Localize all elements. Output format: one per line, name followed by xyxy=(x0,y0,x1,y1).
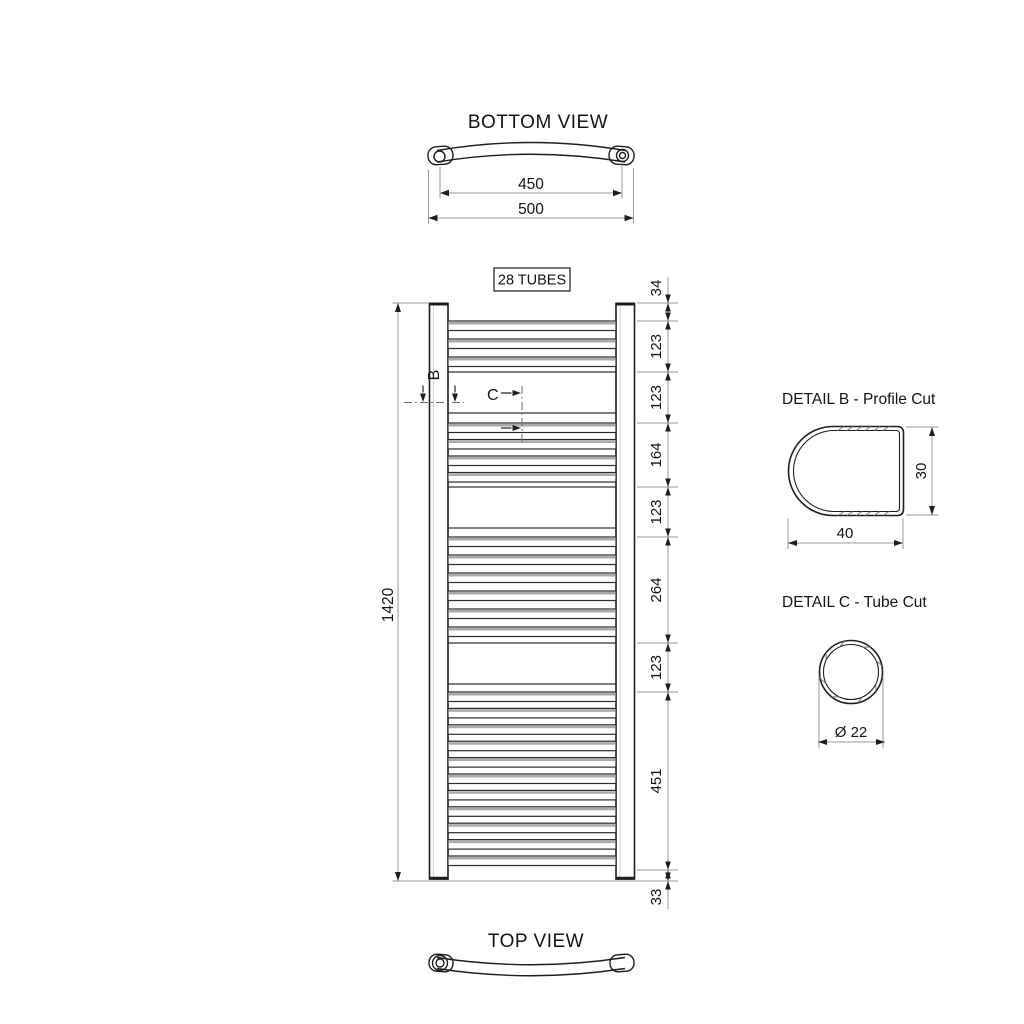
chain-arrow-up-icon xyxy=(665,372,671,381)
detail-b-title: DETAIL B - Profile Cut xyxy=(782,391,936,408)
tubes-count-box xyxy=(494,268,570,291)
chain-arrow-down-icon xyxy=(665,635,671,644)
dim-40-value: 40 xyxy=(836,525,854,542)
bar-right-cap xyxy=(608,146,634,166)
detail-b xyxy=(782,391,939,549)
left-rail xyxy=(430,304,449,880)
section-b-label: B xyxy=(426,369,443,381)
dim-30 xyxy=(906,427,939,515)
chain-arrow-up-icon xyxy=(665,643,671,652)
detail-c xyxy=(782,594,927,749)
bar-bottom-edge xyxy=(437,969,625,976)
bar-top-edge xyxy=(437,958,625,965)
section-c-arrow-icon xyxy=(513,390,522,396)
dim-264-value: 264 xyxy=(648,577,665,603)
dim-450-value: 450 xyxy=(518,176,544,193)
bar-bottom-edge xyxy=(437,154,625,162)
section-c-label: C xyxy=(487,387,499,404)
chain-arrow-down-icon xyxy=(665,364,671,373)
chain-arrow-up-icon xyxy=(665,423,671,432)
chain-arrow-down-icon xyxy=(665,415,671,424)
section-b-arrow2-icon xyxy=(452,394,458,403)
dim-123b-value: 123 xyxy=(648,384,665,411)
detail-c-hatch xyxy=(820,641,882,703)
right-rail xyxy=(616,304,635,880)
dim-diameter-value: Ø 22 xyxy=(834,724,868,741)
chain-arrow-down-icon xyxy=(665,684,671,693)
gap-rect xyxy=(448,487,616,528)
gap-rect xyxy=(448,372,616,413)
detail-c-title: DETAIL C - Tube Cut xyxy=(782,594,927,611)
bottom-view-title: BOTTOM VIEW xyxy=(467,112,609,133)
chain-arrow-top-icon xyxy=(665,295,671,304)
chain-arrow-bottom-icon xyxy=(665,881,671,890)
dim-30-value: 30 xyxy=(913,462,930,480)
bar-top-edge xyxy=(437,143,625,151)
detail-c-tube-circle xyxy=(820,641,883,704)
dim-1420-value: 1420 xyxy=(380,587,397,623)
bottom-view-bar xyxy=(427,143,634,166)
dim-123c-value: 123 xyxy=(648,499,665,525)
right-dim-chain-labels xyxy=(648,280,665,906)
detail-b-profile-shape xyxy=(789,427,904,516)
chain-arrow-up-icon xyxy=(665,537,671,546)
bar-left-cap-hole-inner-icon xyxy=(436,959,444,967)
top-view-title: TOP VIEW xyxy=(487,931,585,952)
top-view-bar xyxy=(428,954,634,976)
bottom-view xyxy=(427,112,634,224)
top-view xyxy=(428,931,634,976)
detail-b-hatch xyxy=(838,427,889,516)
dim-450 xyxy=(440,165,622,199)
bar-right-cap-hole-inner-icon xyxy=(620,153,626,159)
chain-arrow-down-icon xyxy=(665,313,671,322)
dim-164-value: 164 xyxy=(648,442,665,468)
tubes-layer xyxy=(448,321,616,866)
dim-34-value: 34 xyxy=(648,279,665,297)
bar-right-cap-hole-icon xyxy=(617,150,629,162)
dim-33-value: 33 xyxy=(648,888,665,906)
dim-40 xyxy=(788,519,903,550)
dim-500-value: 500 xyxy=(518,201,544,218)
dim-123a-value: 123 xyxy=(648,333,665,360)
section-c-annotation xyxy=(487,386,522,442)
gap-rect xyxy=(448,643,616,684)
gap-rects xyxy=(448,372,616,684)
chain-arrow-up-icon xyxy=(665,321,671,330)
chain-arrow-down-icon xyxy=(665,479,671,488)
dim-451-value: 451 xyxy=(648,768,665,794)
chain-arrow-up-icon xyxy=(665,692,671,701)
chain-arrow-down-icon xyxy=(665,529,671,538)
dim-123d-value: 123 xyxy=(648,654,665,681)
chain-arrow-up-icon xyxy=(665,487,671,496)
front-view xyxy=(380,277,678,909)
chain-arrow-up-icon xyxy=(665,303,671,312)
tubes-count-label: 28 TUBES xyxy=(497,272,567,289)
section-b-arrow-icon xyxy=(420,394,426,403)
bar-left-cap-hole-icon xyxy=(434,151,445,162)
chain-arrow-down-icon xyxy=(665,862,671,871)
